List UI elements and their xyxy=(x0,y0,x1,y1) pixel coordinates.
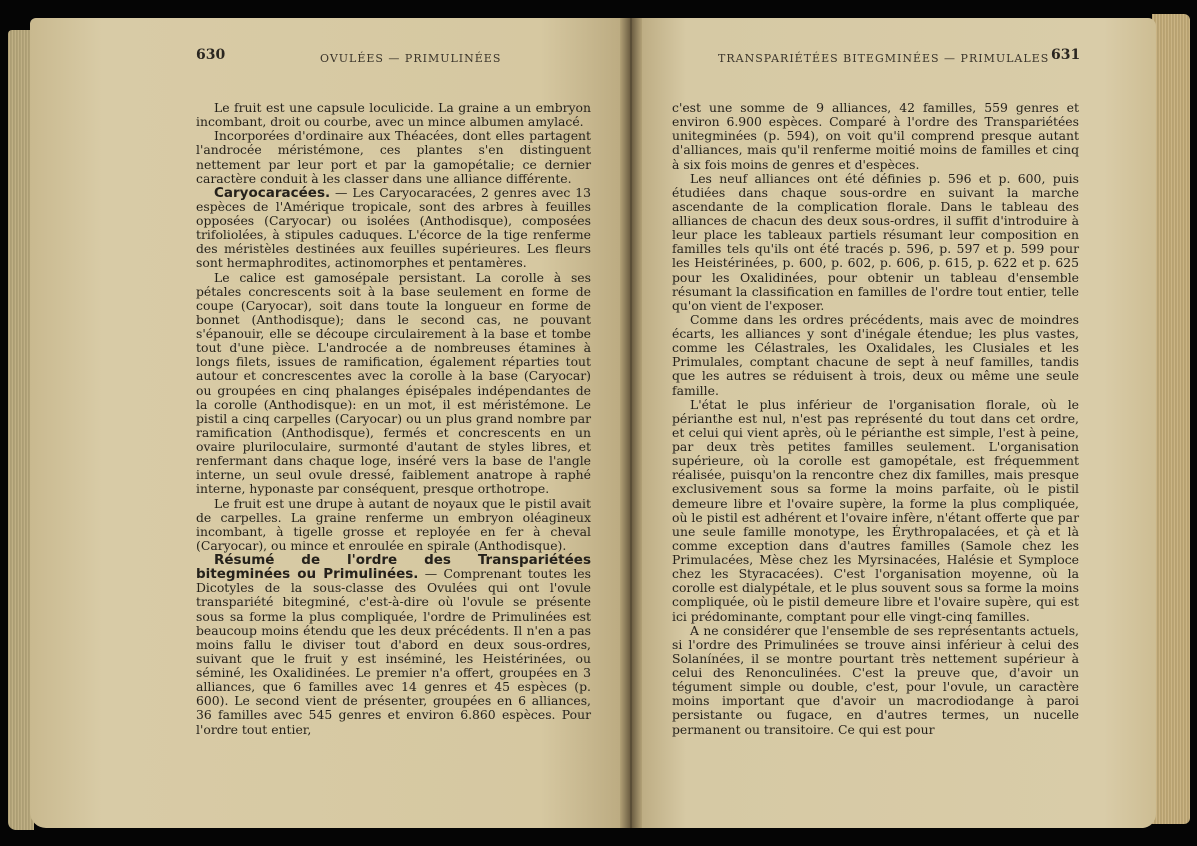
left-running-header: OVULÉES — PRIMULINÉES xyxy=(320,52,502,65)
right-running-header: TRANSPARIÉTÉES BITEGMINÉES — PRIMULALES xyxy=(718,52,1050,65)
section-title: Caryocaracées. xyxy=(214,184,331,201)
paragraph: Les neuf alliances ont été définies p. 596 et p. 600, puis étudiées dans chaque sous-ordre en suivant la marche ascendante de la complication florale. Dans le tableau des alliances de chacun des deux sous-ordres, il suffit d'introduire à leur place les tableaux partiels résumant leur composition en familles tels qu'ils ont été tracés p. 596, p. 597 et p. 599 pour les Heistérinées, p. 600, p. 602, p. 606, p. 615, p. 622 et p. 625 pour les Oxalidinées, pour obtenir un tableau d'ensemble résumant la classification en familles de l'ordre tout entier, telle qu'on vient de l'exposer. xyxy=(672,170,1079,313)
paragraph-text: — Les Caryocaracées, 2 genres avec 13 espèces de l'Amérique tropicale, sont des arbres à feuilles opposées (Caryocar) ou isolées (Anthodisque), composées trifoliolées, à stipules caduques. L'écorce de la tige renferme des méristèles destinées aux feuilles supérieures. Les fleurs sont hermaphrodites, actinomorphes et pentamères. xyxy=(196,184,591,271)
paragraph-text: — Comprenant toutes les Dicotyles de la sous-classe des Ovulées qui ont l'ovule transpariété bitegminé, c'est-à-dire où l'ovule se présente sous sa forme la plus compliquée, l'ordre de Primulinées est beaucoup moins étendu que les deux précédents. Il n'en a pas moins fallu le diviser tout d'abord en deux sous-ordres, suivant que le fruit y est inséminé, les Heistérinées, ou séminé, les Oxalidinées. Le premier n'a offert, groupées en 3 alliances, que 6 familles avec 14 genres et 45 espèces (p. 600). Le second vient de présenter, groupées en 6 alliances, 36 familles avec 545 genres et environ 6.860 espèces. Pour l'ordre tout entier, xyxy=(196,566,591,737)
paragraph: Le fruit est une capsule loculicide. La graine a un embryon incombant, droit ou courbe, avec un mince albumen amylacé. xyxy=(196,100,591,130)
paragraph: A ne considérer que l'ensemble de ses représentants actuels, si l'ordre des Primulinées se trouve ainsi inférieur à celui des Solanínées, il se montre pourtant très nettement supérieur à celui des Renonculinées. C'est la preuve que, d'avoir un tégument simple ou double, c'est, pour l'ovule, un caractère moins important que d'avoir un macrodiodange à paroi persistante ou fugace, en d'autres termes, un nucelle permanent ou transitoire. Ce qui est pour xyxy=(672,622,1079,737)
paragraph: Incorporées d'ordinaire aux Théacées, dont elles partagent l'androcée méristémone, ces plantes s'en distinguent nettement par leur port et par la gamopétalie; ce dernier caractère conduit à les classer dans une alliance différente. xyxy=(196,128,591,186)
paragraph: c'est une somme de 9 alliances, 42 familles, 559 genres et environ 6.900 espèces. Comparé à l'ordre des Transpariétées unitegminées (p. 594), on voit qu'il comprend presque autant d'alliances, mais qu'il renferme moitié moins de familles et cinq à six fois moins de genres et d'espèces. xyxy=(672,100,1079,172)
book-gutter xyxy=(620,18,642,828)
left-page-number: 630 xyxy=(196,47,226,63)
right-page-text xyxy=(672,101,1079,737)
paragraph xyxy=(196,186,591,271)
paragraph: L'état le plus inférieur de l'organisation florale, où le périanthe est nul, n'est pas représenté du tout dans cet ordre, et celui qui vient après, où le périanthe est simple, l'est à peine, par deux très petites familles seulement. L'organisation supérieure, où la corolle est gamopétale, est fréquemment réalisée, puisqu'on la rencontre chez dix familles, mais presque exclusivement sous sa forme la moins parfaite, où le pistil demeure libre et l'ovaire supère, la forme la plus compliquée, où le pistil est adhérent et l'ovaire infère, n'étant offerte que par une seule famille monotype, les Érythropalacées, et çà et là comme exception dans d'autres familles (Samole chez les Primulacées, Mèse chez les Myrsinacées, Halésie et Symploce chez les Styracacées). C'est l'organisation moyenne, où la corolle est dialypétale, et le plus souvent sous sa forme la moins compliquée, où le pistil demeure libre et l'ovaire supère, qui est ici prédominante, comptant pour elle vingt-cinq familles. xyxy=(672,396,1079,624)
right-page-number: 631 xyxy=(1051,47,1081,63)
paragraph xyxy=(196,553,591,737)
section-title: Résumé de l'ordre des Transpariétées bitegminées ou Primulinées. xyxy=(196,552,591,583)
paragraph: Le calice est gamosépale persistant. La corolle à ses pétales concrescents soit à la base seulement en forme de coupe (Caryocar), soit dans toute la longueur en forme de bonnet (Anthodisque); dans le second cas, ne pouvant s'épanouir, elle se découpe circulairement à la base et tombe tout d'une pièce. L'androcée a de nombreuses étamines à longs filets, issues de ramification, également réparties tout autour et concrescentes avec la corolle à la base (Caryocar) ou groupées en cinq phalanges épisépales indépendantes de la corolle (Anthodisque): en un mot, il est méristémone. Le pistil a cinq carpelles (Caryocar) ou un plus grand nombre par ramification (Anthodisque), fermés et concrescents en un ovaire pluriloculaire, surmonté d'autant de styles libres, et renfermant dans chaque loge, inséré vers la base de l'angle interne, un seul ovule dressé, faiblement anatrope à raphé interne, hyponaste par conséquent, presque orthotrope. xyxy=(196,269,591,497)
right-page-edges xyxy=(1152,14,1190,824)
paragraph: Le fruit est une drupe à autant de noyaux que le pistil avait de carpelles. La graine renferme un embryon oléagineux incombant, à tigelle grosse et reployée en fer à cheval (Caryocar), ou mince et enroulée en spirale (Anthodisque). xyxy=(196,495,591,553)
paragraph: Comme dans les ordres précédents, mais avec de moindres écarts, les alliances y sont d'inégale étendue; les plus vastes, comme les Célastrales, les Oxalidales, les Clusiales et les Primulales, comptant chacune de sept à neuf familles, tandis que les autres se réduisent à trois, deux ou même une seule famille. xyxy=(672,311,1079,398)
left-page-text xyxy=(196,101,591,737)
